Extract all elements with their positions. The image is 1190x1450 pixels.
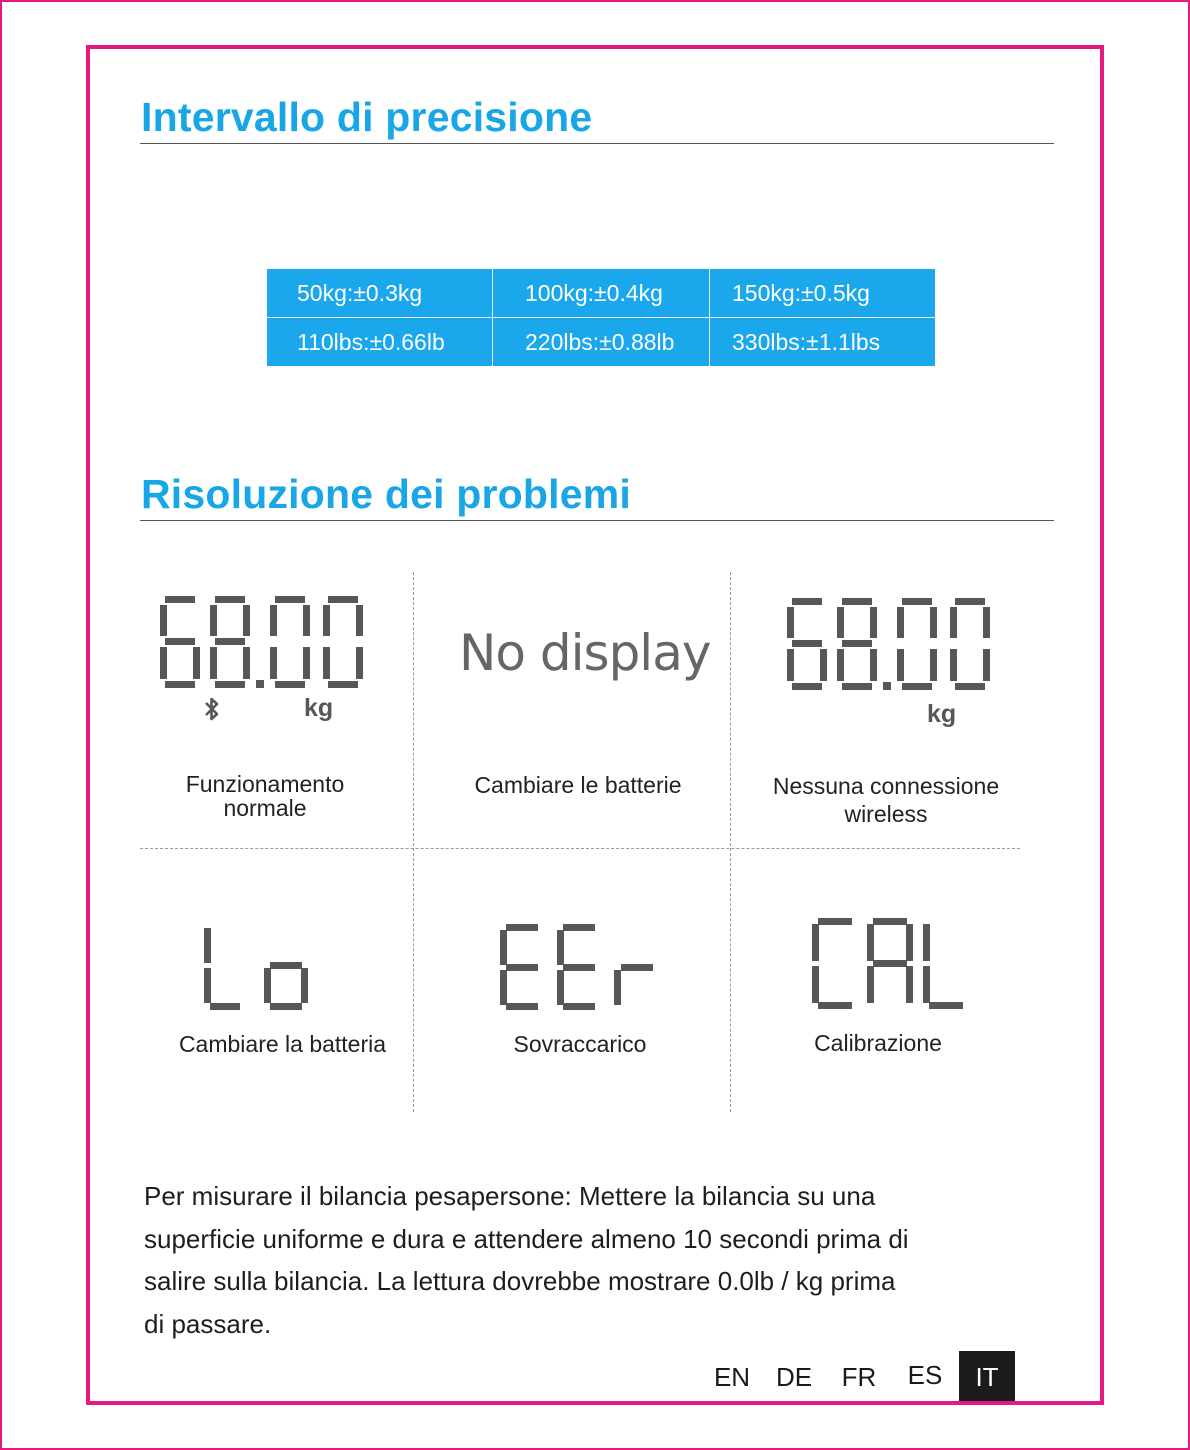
lcd-letter-e [557,924,595,1010]
language-tab-en[interactable]: EN [713,1362,751,1392]
caption-calibration: Calibrazione [814,1030,942,1056]
accuracy-cell-lbs-220: 220lbs:±0.88lb [525,329,675,355]
lcd-letter-o [264,962,308,1010]
lcd-display-no-wireless [782,598,997,693]
lcd-digit-8 [837,598,877,690]
troubleshooting-rule [140,520,1054,521]
grid-divider [413,572,414,1112]
lcd-digit-0 [270,596,310,688]
accuracy-divider [267,317,935,318]
no-display-text: No display [459,624,711,682]
lcd-digit-8 [210,596,250,688]
caption-normal: Funzionamento normale [185,771,345,821]
troubleshooting-title: Risoluzione dei problemi [141,471,632,517]
caption-change-batteries: Cambiare le batterie [474,772,682,798]
caption-no-wireless: Nessuna connessione wireless [772,773,1000,827]
lcd-digit-6 [160,596,200,688]
lcd-display-eer [500,924,660,1010]
lcd-letter-a [867,918,913,1003]
grid-divider [140,848,1020,849]
lcd-decimal-point [256,680,264,688]
accuracy-table [267,269,935,366]
grid-divider [730,572,731,1112]
caption-overload: Sovraccarico [513,1031,647,1057]
caption-low-battery: Cambiare la batteria [178,1031,387,1057]
language-tab-fr[interactable]: FR [841,1362,877,1392]
lcd-decimal-point [883,682,891,690]
accuracy-cell-kg-150: 150kg:±0.5kg [732,280,870,306]
lcd-display-normal [155,596,370,691]
accuracy-cell-kg-100: 100kg:±0.4kg [525,280,663,306]
instructions-paragraph: Per misurare il bilancia pesapersone: Mettere la bilancia su una superficie uniforme e dura e attendere almeno 10 secondi prima di salire sulla bilancia. La lettura dovrebbe mostrare 0.0lb / kg prima di passare. [144,1181,909,1339]
lcd-digit-0 [323,596,363,688]
language-tab-it[interactable]: IT [959,1351,1015,1401]
lcd-letter-e [500,924,538,1010]
lcd-digit-6 [787,598,827,690]
accuracy-cell-kg-50: 50kg:±0.3kg [297,280,423,306]
lcd-display-lo [200,926,312,1012]
accuracy-cell-lbs-110: 110lbs:±0.66lb [297,329,445,355]
language-tab-de[interactable]: DE [775,1362,813,1392]
lcd-letter-l [923,924,963,1009]
lcd-digit-0 [897,598,937,690]
lcd-display-cal [810,918,970,1010]
language-tab-es[interactable]: ES [907,1360,943,1390]
lcd-letter-c [812,918,852,1009]
accuracy-cell-lbs-330: 330lbs:±1.1lbs [732,329,881,355]
bluetooth-icon [203,697,221,721]
unit-label: kg [304,694,334,722]
accuracy-rule [140,143,1054,144]
lcd-digit-0 [950,598,990,690]
lcd-letter-r [614,964,653,1005]
lcd-letter-l [204,928,240,1010]
unit-label: kg [927,700,957,728]
accuracy-title: Intervallo di precisione [141,94,593,140]
